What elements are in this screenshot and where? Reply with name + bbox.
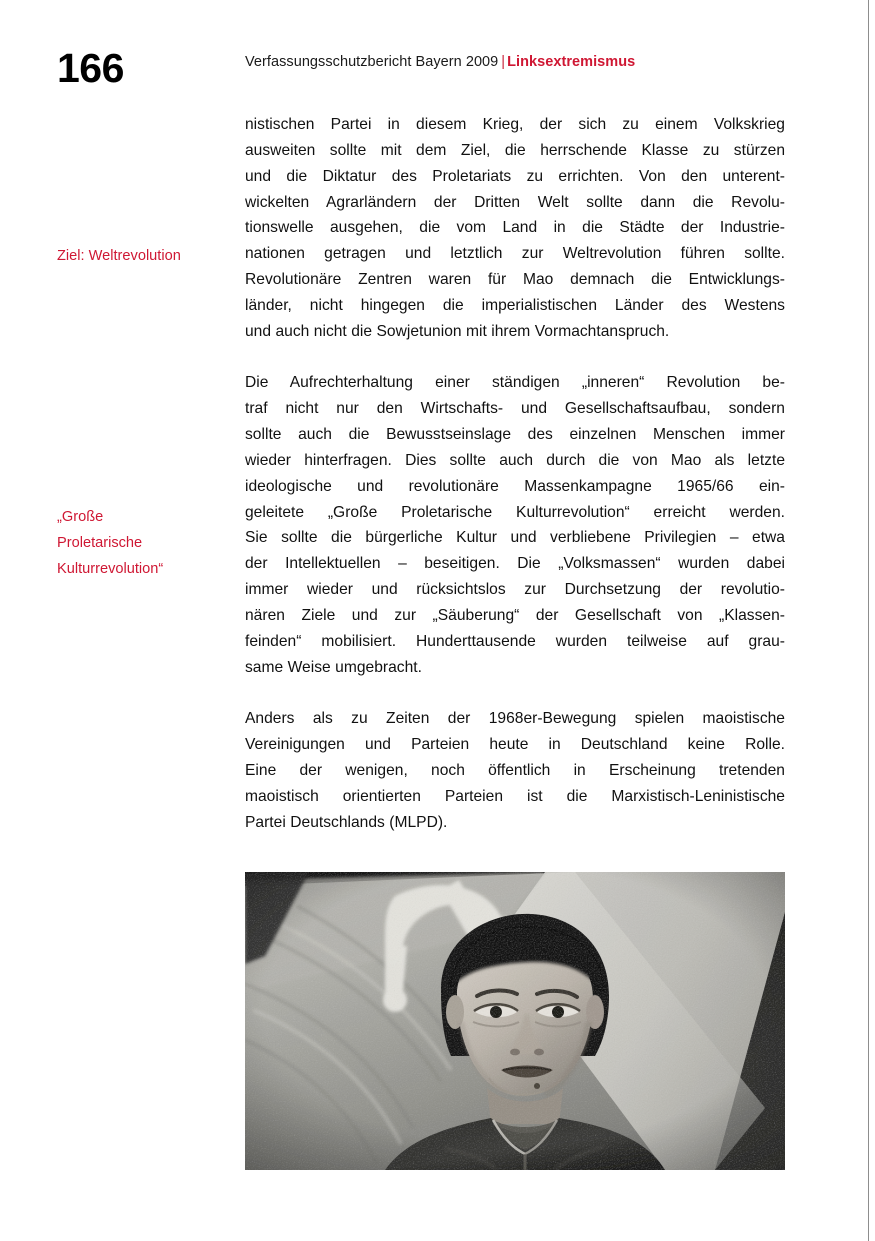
text-line: immer wieder und rücksichtslos zur Durchsetzung der revolutio- bbox=[245, 581, 785, 599]
running-header bbox=[245, 54, 635, 70]
paragraph-2 bbox=[245, 370, 785, 680]
page-outer-margin bbox=[869, 0, 875, 1241]
text-line: ideologische und revolutionäre Massenkampagne 1965/66 ein- bbox=[245, 477, 785, 495]
text-line: der Intellektuellen – beseitigen. Die „Volksmassen“ wurden dabei bbox=[245, 555, 785, 573]
photograph-image bbox=[245, 872, 785, 1170]
text-line: und auch nicht die Sowjetunion mit ihrem Vormachtanspruch. bbox=[245, 322, 670, 340]
paragraph-3 bbox=[245, 706, 785, 835]
photograph-mao-zedong bbox=[245, 872, 785, 1170]
text-line: ausweiten sollte mit dem Ziel, die herrschende Klasse zu stürzen bbox=[245, 141, 785, 159]
margin-note-ziel-weltrevolution bbox=[57, 244, 237, 270]
text-line: länder, nicht hingegen die imperialistischen Länder des Westens bbox=[245, 296, 785, 314]
margin-note-grosse-proletarische-kulturrevolution bbox=[57, 505, 237, 582]
text-line: traf nicht nur den Wirtschafts- und Gesellschaftsaufbau, sondern bbox=[245, 400, 785, 418]
text-line: nistischen Partei in diesem Krieg, der sich zu einem Volkskrieg bbox=[245, 116, 785, 133]
page-number: 166 bbox=[57, 45, 124, 91]
text-line: sollte auch die Bewusstseinslage des einzelnen Menschen immer bbox=[245, 426, 785, 444]
text-line: geleitete „Große Proletarische Kulturrevolution“ erreicht werden. bbox=[245, 503, 785, 521]
text-line: und die Diktatur des Proletariats zu errichten. Von den unterent- bbox=[245, 167, 785, 185]
text-line: Die Aufrechterhaltung einer ständigen „inneren“ Revolution be- bbox=[245, 374, 785, 392]
text-line: same Weise umgebracht. bbox=[245, 658, 422, 676]
text-line: Anders als zu Zeiten der 1968er-Bewegung spielen maoistische bbox=[245, 710, 785, 728]
text-line: wieder hinterfragen. Dies sollte auch durch die von Mao als letzte bbox=[245, 451, 785, 469]
paragraph-1 bbox=[245, 112, 785, 345]
text-line: wickelten Agrarländern der Dritten Welt sollte dann die Revolu- bbox=[245, 193, 785, 211]
text-line: Eine der wenigen, noch öffentlich in Erscheinung tretenden bbox=[245, 762, 785, 779]
text-line: tionswelle ausgehen, die vom Land in die Städte der Industrie- bbox=[245, 219, 785, 237]
text-line: maoistisch orientierten Parteien ist die Marxistisch-Leninistische bbox=[245, 787, 785, 805]
header-separator: | bbox=[501, 54, 506, 70]
header-publication-title: Verfassungsschutzbericht Bayern 2009 bbox=[245, 54, 499, 70]
body-text-column bbox=[245, 112, 785, 836]
text-line: feinden“ mobilisiert. Hunderttausende wurden teilweise auf grau- bbox=[245, 632, 785, 650]
margin-note-line-3: Kulturrevolution“ bbox=[57, 560, 164, 577]
text-line: Partei Deutschlands (MLPD). bbox=[245, 813, 448, 831]
margin-note-text: Ziel: Weltrevolution bbox=[57, 248, 181, 264]
text-line: nären Ziele und zur „Säuberung“ der Gesellschaft von „Klassen- bbox=[245, 606, 785, 624]
text-line: nationen getragen und letztlich zur Weltrevolution führen sollte. bbox=[245, 245, 785, 263]
header-section-title: Linksextremismus bbox=[507, 54, 636, 70]
text-line: Sie sollte die bürgerliche Kultur und verbliebene Privilegien – etwa bbox=[245, 529, 785, 547]
margin-note-line-1: „Große bbox=[57, 509, 104, 525]
text-line: Vereinigungen und Parteien heute in Deutschland keine Rolle. bbox=[245, 736, 785, 754]
text-line: Revolutionäre Zentren waren für Mao demnach die Entwicklungs- bbox=[245, 271, 785, 289]
margin-note-line-2: Proletarische bbox=[57, 534, 143, 551]
